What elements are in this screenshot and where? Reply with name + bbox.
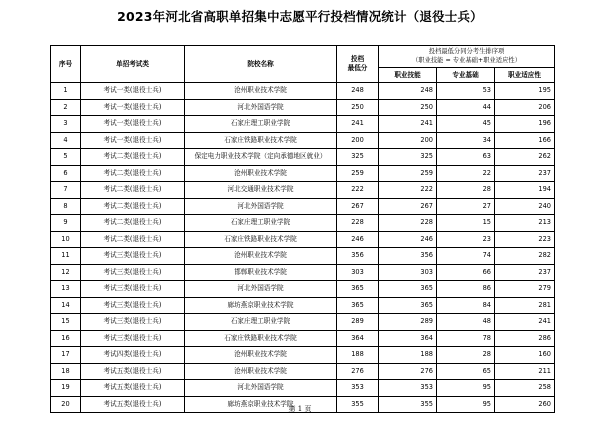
cell-seq: 17 bbox=[51, 347, 81, 364]
cell-adapt: 237 bbox=[495, 264, 555, 281]
cell-adapt: 279 bbox=[495, 281, 555, 298]
header-min-score-line1: 投档 bbox=[350, 55, 365, 64]
cell-skill: 248 bbox=[379, 83, 437, 100]
cell-seq: 11 bbox=[51, 248, 81, 265]
cell-min-score: 365 bbox=[337, 297, 379, 314]
cell-adapt: 195 bbox=[495, 83, 555, 100]
cell-skill: 259 bbox=[379, 165, 437, 182]
cell-skill: 303 bbox=[379, 264, 437, 281]
cell-seq: 19 bbox=[51, 380, 81, 397]
table-row bbox=[51, 198, 555, 215]
cell-seq: 8 bbox=[51, 198, 81, 215]
cell-basic: 86 bbox=[437, 281, 495, 298]
cell-basic: 53 bbox=[437, 83, 495, 100]
cell-min-score: 289 bbox=[337, 314, 379, 331]
header-adapt: 职业适应性 bbox=[495, 68, 555, 83]
cell-school: 沧州职业技术学院 bbox=[185, 165, 337, 182]
cell-school: 河北外国语学院 bbox=[185, 281, 337, 298]
cell-skill: 241 bbox=[379, 116, 437, 133]
cell-school: 廊坊燕京职业技术学院 bbox=[185, 396, 337, 413]
cell-seq: 9 bbox=[51, 215, 81, 232]
cell-seq: 13 bbox=[51, 281, 81, 298]
table-row bbox=[51, 380, 555, 397]
cell-skill: 228 bbox=[379, 215, 437, 232]
cell-basic: 78 bbox=[437, 330, 495, 347]
cell-adapt: 237 bbox=[495, 165, 555, 182]
cell-adapt: 240 bbox=[495, 198, 555, 215]
cell-adapt: 260 bbox=[495, 396, 555, 413]
cell-adapt: 262 bbox=[495, 149, 555, 166]
header-exam-type: 单招考试类 bbox=[81, 46, 185, 83]
cell-skill: 267 bbox=[379, 198, 437, 215]
cell-basic: 15 bbox=[437, 215, 495, 232]
cell-basic: 28 bbox=[437, 182, 495, 199]
cell-exam-type: 考试五类(退役士兵) bbox=[81, 380, 185, 397]
cell-min-score: 325 bbox=[337, 149, 379, 166]
cell-min-score: 267 bbox=[337, 198, 379, 215]
cell-school: 河北外国语学院 bbox=[185, 380, 337, 397]
table-row bbox=[51, 116, 555, 133]
table-row bbox=[51, 314, 555, 331]
cell-basic: 45 bbox=[437, 116, 495, 133]
cell-adapt: 286 bbox=[495, 330, 555, 347]
cell-exam-type: 考试三类(退役士兵) bbox=[81, 264, 185, 281]
cell-school: 邯郸职业技术学院 bbox=[185, 264, 337, 281]
cell-school: 河北交通职业技术学院 bbox=[185, 182, 337, 199]
table-row bbox=[51, 165, 555, 182]
cell-basic: 28 bbox=[437, 347, 495, 364]
table-row bbox=[51, 83, 555, 100]
cell-school: 石家庄理工职业学院 bbox=[185, 314, 337, 331]
cell-school: 沧州职业技术学院 bbox=[185, 363, 337, 380]
cell-basic: 95 bbox=[437, 396, 495, 413]
cell-adapt: 213 bbox=[495, 215, 555, 232]
cell-seq: 6 bbox=[51, 165, 81, 182]
cell-exam-type: 考试四类(退役士兵) bbox=[81, 347, 185, 364]
cell-min-score: 303 bbox=[337, 264, 379, 281]
cell-seq: 12 bbox=[51, 264, 81, 281]
cell-school: 廊坊燕京职业技术学院 bbox=[185, 297, 337, 314]
table-row bbox=[51, 347, 555, 364]
cell-basic: 84 bbox=[437, 297, 495, 314]
cell-exam-type: 考试三类(退役士兵) bbox=[81, 248, 185, 265]
cell-min-score: 353 bbox=[337, 380, 379, 397]
cell-basic: 66 bbox=[437, 264, 495, 281]
cell-school: 石家庄理工职业学院 bbox=[185, 215, 337, 232]
cell-basic: 22 bbox=[437, 165, 495, 182]
cell-school: 河北外国语学院 bbox=[185, 99, 337, 116]
cell-min-score: 365 bbox=[337, 281, 379, 298]
cell-seq: 7 bbox=[51, 182, 81, 199]
cell-skill: 355 bbox=[379, 396, 437, 413]
table-row bbox=[51, 363, 555, 380]
cell-exam-type: 考试五类(退役士兵) bbox=[81, 363, 185, 380]
cell-seq: 16 bbox=[51, 330, 81, 347]
cell-exam-type: 考试二类(退役士兵) bbox=[81, 165, 185, 182]
header-seq: 序号 bbox=[51, 46, 81, 83]
cell-exam-type: 考试三类(退役士兵) bbox=[81, 330, 185, 347]
table-row bbox=[51, 132, 555, 149]
cell-basic: 23 bbox=[437, 231, 495, 248]
cell-skill: 250 bbox=[379, 99, 437, 116]
cell-skill: 353 bbox=[379, 380, 437, 397]
cell-min-score: 228 bbox=[337, 215, 379, 232]
cell-min-score: 355 bbox=[337, 396, 379, 413]
cell-skill: 276 bbox=[379, 363, 437, 380]
cell-skill: 289 bbox=[379, 314, 437, 331]
cell-basic: 48 bbox=[437, 314, 495, 331]
header-min-score-line2: 最低分 bbox=[347, 64, 368, 72]
cell-seq: 18 bbox=[51, 363, 81, 380]
cell-min-score: 246 bbox=[337, 231, 379, 248]
table-body bbox=[51, 83, 555, 413]
header-school: 院校名称 bbox=[185, 46, 337, 83]
header-rank-line1: 投档最低分同分考生排序项 bbox=[428, 47, 505, 55]
page-number: 第 1 页 bbox=[288, 405, 312, 413]
cell-skill: 246 bbox=[379, 231, 437, 248]
cell-min-score: 248 bbox=[337, 83, 379, 100]
table-row bbox=[51, 330, 555, 347]
cell-adapt: 160 bbox=[495, 347, 555, 364]
cell-exam-type: 考试二类(退役士兵) bbox=[81, 215, 185, 232]
table-row bbox=[51, 297, 555, 314]
header-rank-criteria bbox=[379, 46, 555, 68]
cell-min-score: 222 bbox=[337, 182, 379, 199]
cell-min-score: 250 bbox=[337, 99, 379, 116]
cell-seq: 10 bbox=[51, 231, 81, 248]
cell-school: 保定电力职业技术学院（定向承德地区就业） bbox=[185, 149, 337, 166]
cell-skill: 222 bbox=[379, 182, 437, 199]
cell-adapt: 241 bbox=[495, 314, 555, 331]
cell-basic: 95 bbox=[437, 380, 495, 397]
cell-adapt: 282 bbox=[495, 248, 555, 265]
cell-school: 石家庄铁路职业技术学院 bbox=[185, 132, 337, 149]
header-min-score bbox=[337, 46, 379, 83]
cell-exam-type: 考试二类(退役士兵) bbox=[81, 149, 185, 166]
cell-basic: 65 bbox=[437, 363, 495, 380]
cell-exam-type: 考试二类(退役士兵) bbox=[81, 231, 185, 248]
cell-skill: 365 bbox=[379, 281, 437, 298]
cell-min-score: 200 bbox=[337, 132, 379, 149]
table-row bbox=[51, 264, 555, 281]
cell-exam-type: 考试三类(退役士兵) bbox=[81, 281, 185, 298]
cell-adapt: 166 bbox=[495, 132, 555, 149]
cell-seq: 5 bbox=[51, 149, 81, 166]
table-row bbox=[51, 99, 555, 116]
table-row bbox=[51, 281, 555, 298]
cell-exam-type: 考试三类(退役士兵) bbox=[81, 297, 185, 314]
cell-min-score: 241 bbox=[337, 116, 379, 133]
cell-exam-type: 考试一类(退役士兵) bbox=[81, 99, 185, 116]
cell-min-score: 364 bbox=[337, 330, 379, 347]
cell-seq: 14 bbox=[51, 297, 81, 314]
cell-school: 石家庄铁路职业技术学院 bbox=[185, 330, 337, 347]
cell-exam-type: 考试二类(退役士兵) bbox=[81, 182, 185, 199]
table-row bbox=[51, 248, 555, 265]
table-row bbox=[51, 149, 555, 166]
cell-skill: 356 bbox=[379, 248, 437, 265]
table-header-row bbox=[51, 46, 555, 68]
cell-school: 沧州职业技术学院 bbox=[185, 347, 337, 364]
header-basic: 专业基础 bbox=[437, 68, 495, 83]
cell-basic: 63 bbox=[437, 149, 495, 166]
cell-seq: 4 bbox=[51, 132, 81, 149]
table-row bbox=[51, 215, 555, 232]
cell-school: 沧州职业技术学院 bbox=[185, 83, 337, 100]
cell-min-score: 276 bbox=[337, 363, 379, 380]
cell-basic: 34 bbox=[437, 132, 495, 149]
cell-exam-type: 考试一类(退役士兵) bbox=[81, 132, 185, 149]
cell-skill: 188 bbox=[379, 347, 437, 364]
cell-basic: 27 bbox=[437, 198, 495, 215]
cell-exam-type: 考试三类(退役士兵) bbox=[81, 314, 185, 331]
table-row bbox=[51, 182, 555, 199]
cell-exam-type: 考试五类(退役士兵) bbox=[81, 396, 185, 413]
cell-adapt: 223 bbox=[495, 231, 555, 248]
cell-exam-type: 考试一类(退役士兵) bbox=[81, 83, 185, 100]
cell-adapt: 196 bbox=[495, 116, 555, 133]
cell-min-score: 356 bbox=[337, 248, 379, 265]
cell-adapt: 194 bbox=[495, 182, 555, 199]
cell-exam-type: 考试一类(退役士兵) bbox=[81, 116, 185, 133]
cell-adapt: 206 bbox=[495, 99, 555, 116]
admission-table bbox=[50, 45, 555, 413]
page-title: 2023年河北省高职单招集中志愿平行投档情况统计（退役士兵） bbox=[117, 9, 483, 24]
cell-skill: 365 bbox=[379, 297, 437, 314]
cell-skill: 325 bbox=[379, 149, 437, 166]
header-skill: 职业技能 bbox=[379, 68, 437, 83]
header-rank-line2: （职业技能 = 专业基础+职业适应性） bbox=[411, 56, 521, 64]
cell-school: 石家庄理工职业学院 bbox=[185, 116, 337, 133]
cell-seq: 2 bbox=[51, 99, 81, 116]
cell-min-score: 188 bbox=[337, 347, 379, 364]
cell-school: 石家庄铁路职业技术学院 bbox=[185, 231, 337, 248]
cell-seq: 1 bbox=[51, 83, 81, 100]
cell-seq: 20 bbox=[51, 396, 81, 413]
cell-skill: 364 bbox=[379, 330, 437, 347]
cell-school: 沧州职业技术学院 bbox=[185, 248, 337, 265]
cell-adapt: 281 bbox=[495, 297, 555, 314]
cell-min-score: 259 bbox=[337, 165, 379, 182]
cell-basic: 44 bbox=[437, 99, 495, 116]
cell-basic: 74 bbox=[437, 248, 495, 265]
cell-exam-type: 考试二类(退役士兵) bbox=[81, 198, 185, 215]
cell-school: 河北外国语学院 bbox=[185, 198, 337, 215]
cell-seq: 15 bbox=[51, 314, 81, 331]
cell-skill: 200 bbox=[379, 132, 437, 149]
cell-adapt: 211 bbox=[495, 363, 555, 380]
cell-seq: 3 bbox=[51, 116, 81, 133]
cell-adapt: 258 bbox=[495, 380, 555, 397]
table-row bbox=[51, 231, 555, 248]
